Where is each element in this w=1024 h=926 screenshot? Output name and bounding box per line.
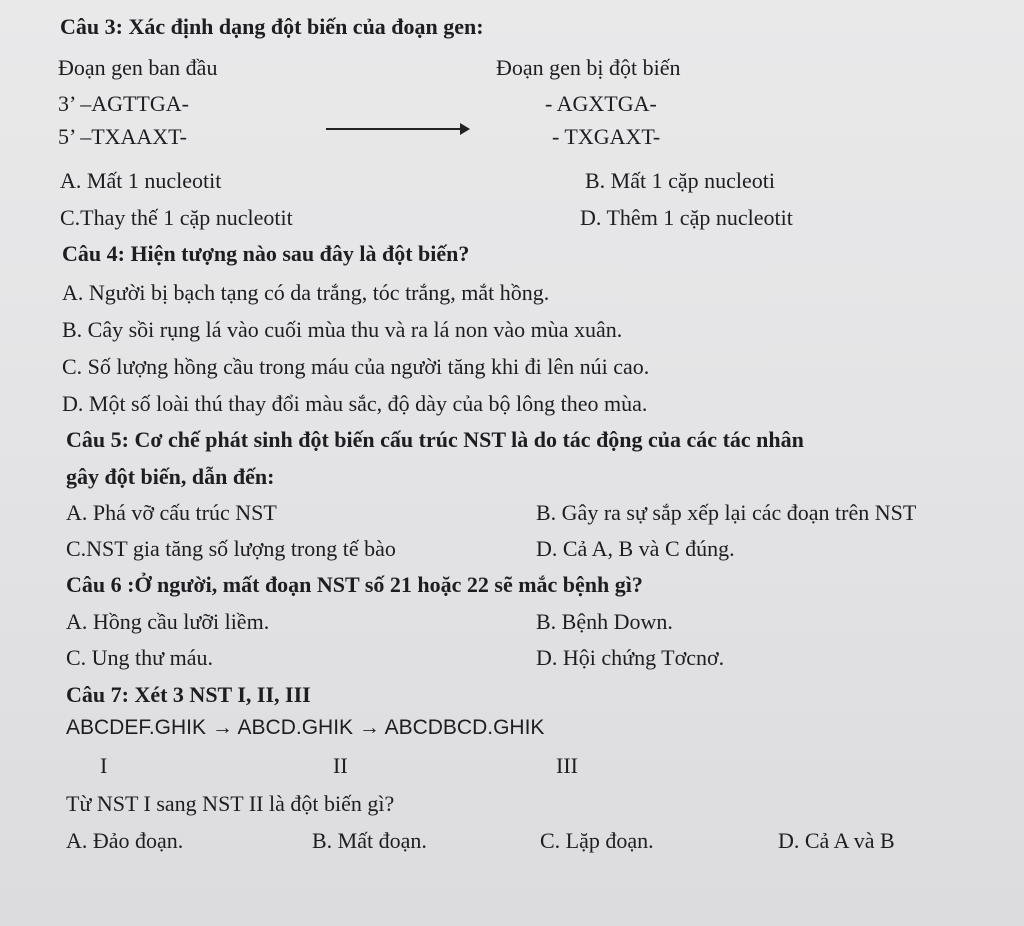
q5-option-c: C.NST gia tăng số lượng trong tế bào [66,536,396,561]
q7-option-b: B. Mất đoạn. [312,828,427,853]
original-strand-1: 3’ –AGTTGA- [58,91,189,116]
q5-option-b: B. Gây ra sự sắp xếp lại các đoạn trên NST [536,500,917,525]
chromosome-label-iii: III [556,753,578,778]
q3-option-c: C.Thay thế 1 cặp nucleotit [60,205,293,230]
q6-option-a: A. Hồng cầu lưỡi liềm. [66,609,270,634]
q7-option-d: D. Cả A và B [778,828,895,853]
question-5-title-line1: Câu 5: Cơ chế phát sinh đột biến cấu trúc NST là do tác động của các tác nhân [66,427,804,452]
question-5-title-line2: gây đột biến, dẫn đến: [66,464,275,489]
q4-option-a: A. Người bị bạch tạng có da trắng, tóc trắng, mắt hồng. [62,280,550,305]
q6-option-b: B. Bệnh Down. [536,609,673,634]
q3-option-a: A. Mất 1 nucleotit [60,168,222,193]
question-7-title: Câu 7: Xét 3 NST I, II, III [66,682,311,707]
right-arrow-icon [326,128,466,130]
mutated-strand-1: - AGXTGA- [545,91,657,116]
q3-option-b: B. Mất 1 cặp nucleoti [585,168,776,193]
q3-option-d: D. Thêm 1 cặp nucleotit [580,205,793,230]
q4-option-b: B. Cây sồi rụng lá vào cuối mùa thu và ra lá non vào mùa xuân. [62,317,623,342]
chromosome-label-ii: II [333,753,348,778]
q5-option-d: D. Cả A, B và C đúng. [536,536,735,561]
q4-option-d: D. Một số loài thú thay đổi màu sắc, độ dày của bộ lông theo mùa. [62,391,648,416]
q4-option-c: C. Số lượng hồng cầu trong máu của người tăng khi đi lên núi cao. [62,354,650,379]
q6-option-c: C. Ung thư máu. [66,645,213,670]
mutated-gene-label: Đoạn gen bị đột biến [496,55,681,80]
question-3-title: Câu 3: Xác định dạng đột biến của đoạn gen: [60,14,484,39]
question-6-title: Câu 6 :Ở người, mất đoạn NST số 21 hoặc 22 sẽ mắc bệnh gì? [66,572,643,597]
q5-option-a: A. Phá vỡ cấu trúc NST [66,500,277,525]
chromosome-sequence: ABCDEF.GHIK → ABCD.GHIK → ABCDBCD.GHIK [66,716,545,739]
q6-option-d: D. Hội chứng Tơcnơ. [536,645,725,670]
original-gene-label: Đoạn gen ban đầu [58,55,218,80]
q7-option-c: C. Lặp đoạn. [540,828,654,853]
q7-option-a: A. Đảo đoạn. [66,828,184,853]
question-7-prompt: Từ NST I sang NST II là đột biến gì? [66,791,395,816]
chromosome-label-i: I [100,753,108,778]
question-4-title: Câu 4: Hiện tượng nào sau đây là đột biến? [62,241,470,266]
original-strand-2: 5’ –TXAAXT- [58,124,187,149]
mutated-strand-2: - TXGAXT- [552,124,661,149]
